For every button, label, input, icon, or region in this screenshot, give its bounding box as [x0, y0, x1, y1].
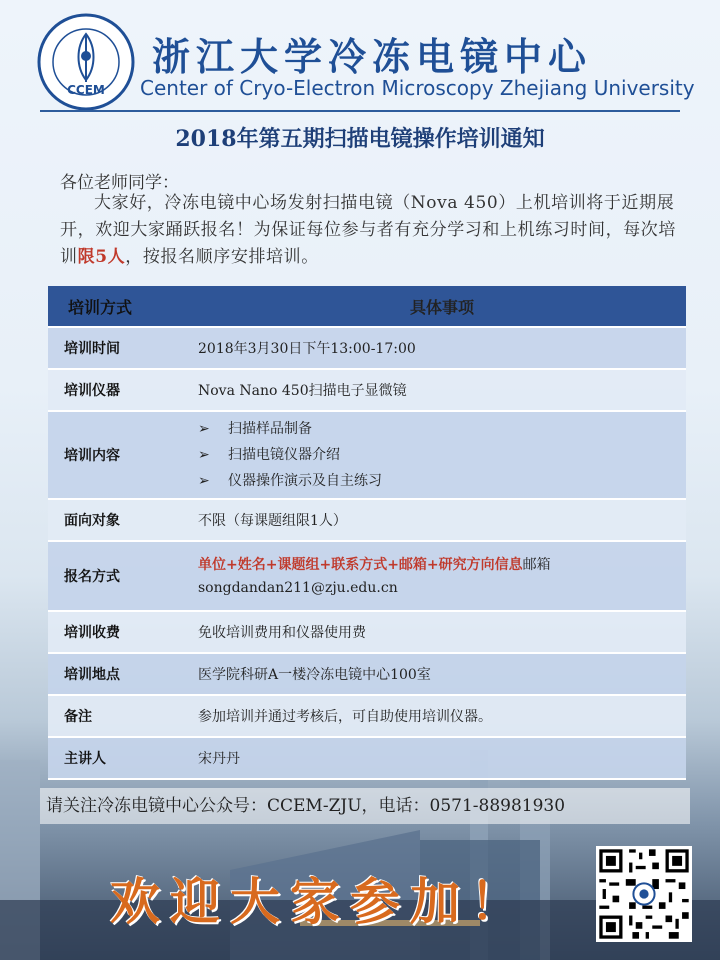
table-row-fee	[48, 612, 686, 654]
table-row-location	[48, 654, 686, 696]
greeting: 各位老师同学：	[60, 173, 179, 193]
row-value: Nova Nano 450扫描电子显微镜	[198, 383, 407, 399]
row-value: 2018年3月30日下午13:00-17:00	[198, 341, 416, 357]
intro-paragraph	[60, 190, 680, 271]
table-row-content	[48, 412, 686, 500]
table-row-instrument	[48, 370, 686, 412]
arrow-bullet-icon: ➢	[198, 473, 210, 489]
intro-highlight: 限5人	[77, 247, 126, 267]
center-name-english: Center of Cryo-Electron Microscopy Zhejiang University	[140, 76, 695, 100]
content-list	[198, 416, 686, 494]
header-divider	[40, 110, 680, 112]
row-value: 参加培训并通过考核后，可自助使用培训仪器。	[198, 709, 492, 725]
table-row-note	[48, 696, 686, 738]
header-col-mode: 培训方式	[68, 297, 133, 317]
row-label: 主讲人	[64, 751, 106, 767]
list-item: ➢ 扫描样品制备	[198, 416, 686, 442]
list-item: ➢ 仪器操作演示及自主练习	[198, 468, 686, 494]
logo-text: CCEM	[67, 83, 105, 97]
arrow-bullet-icon: ➢	[198, 447, 210, 463]
registration-fields: 单位+姓名+课题组+联系方式+邮箱+研究方向信息	[198, 557, 523, 573]
row-label: 培训地点	[64, 667, 120, 683]
row-label: 培训时间	[64, 341, 120, 357]
table-row-lecturer	[48, 738, 686, 780]
header-col-details: 具体事项	[409, 297, 474, 317]
row-value: 免收培训费用和仪器使用费	[198, 625, 366, 641]
training-info-table	[48, 286, 686, 780]
list-item: ➢ 扫描电镜仪器介绍	[198, 442, 686, 468]
row-label: 培训收费	[64, 625, 120, 641]
welcome-slogan: 欢迎大家参加！	[110, 872, 530, 931]
intro-text: 大家好，冷冻电镜中心场发射扫描电镜（Nova 450）上机培训将于近期展开，欢迎大家踊跃报名！为保证每位参与者有充分学习和上机练习时间，每次培训	[60, 193, 676, 267]
row-label: 备注	[64, 709, 92, 725]
table-row-audience	[48, 500, 686, 542]
intro-text-end: ，按报名顺序安排培训。	[125, 247, 319, 267]
row-value: 宋丹丹	[198, 751, 240, 767]
arrow-bullet-icon: ➢	[198, 421, 210, 437]
table-header-row	[48, 286, 686, 328]
registration-email: songdandan211@zju.edu.cn	[198, 580, 398, 596]
row-value: 不限（每课题组限1人）	[198, 513, 347, 529]
notice-title: 2018年第五期扫描电镜操作培训通知	[175, 126, 545, 152]
row-label: 面向对象	[64, 513, 120, 529]
row-value: 医学院科研A一楼冷冻电镜中心100室	[198, 667, 431, 683]
row-label: 报名方式	[64, 569, 120, 585]
row-label: 培训仪器	[64, 383, 120, 399]
center-name-chinese: 浙江大学冷冻电镜中心	[152, 35, 593, 79]
ccem-logo	[36, 12, 136, 112]
contact-info-bar: 请关注冷冻电镜中心公众号：CCEM-ZJU，电话：0571-88981930	[40, 788, 690, 824]
registration-suffix: 邮箱	[522, 557, 551, 573]
table-row-registration	[48, 542, 686, 612]
table-row-time	[48, 328, 686, 370]
qr-code[interactable]	[596, 846, 692, 942]
row-label: 培训内容	[64, 448, 120, 464]
